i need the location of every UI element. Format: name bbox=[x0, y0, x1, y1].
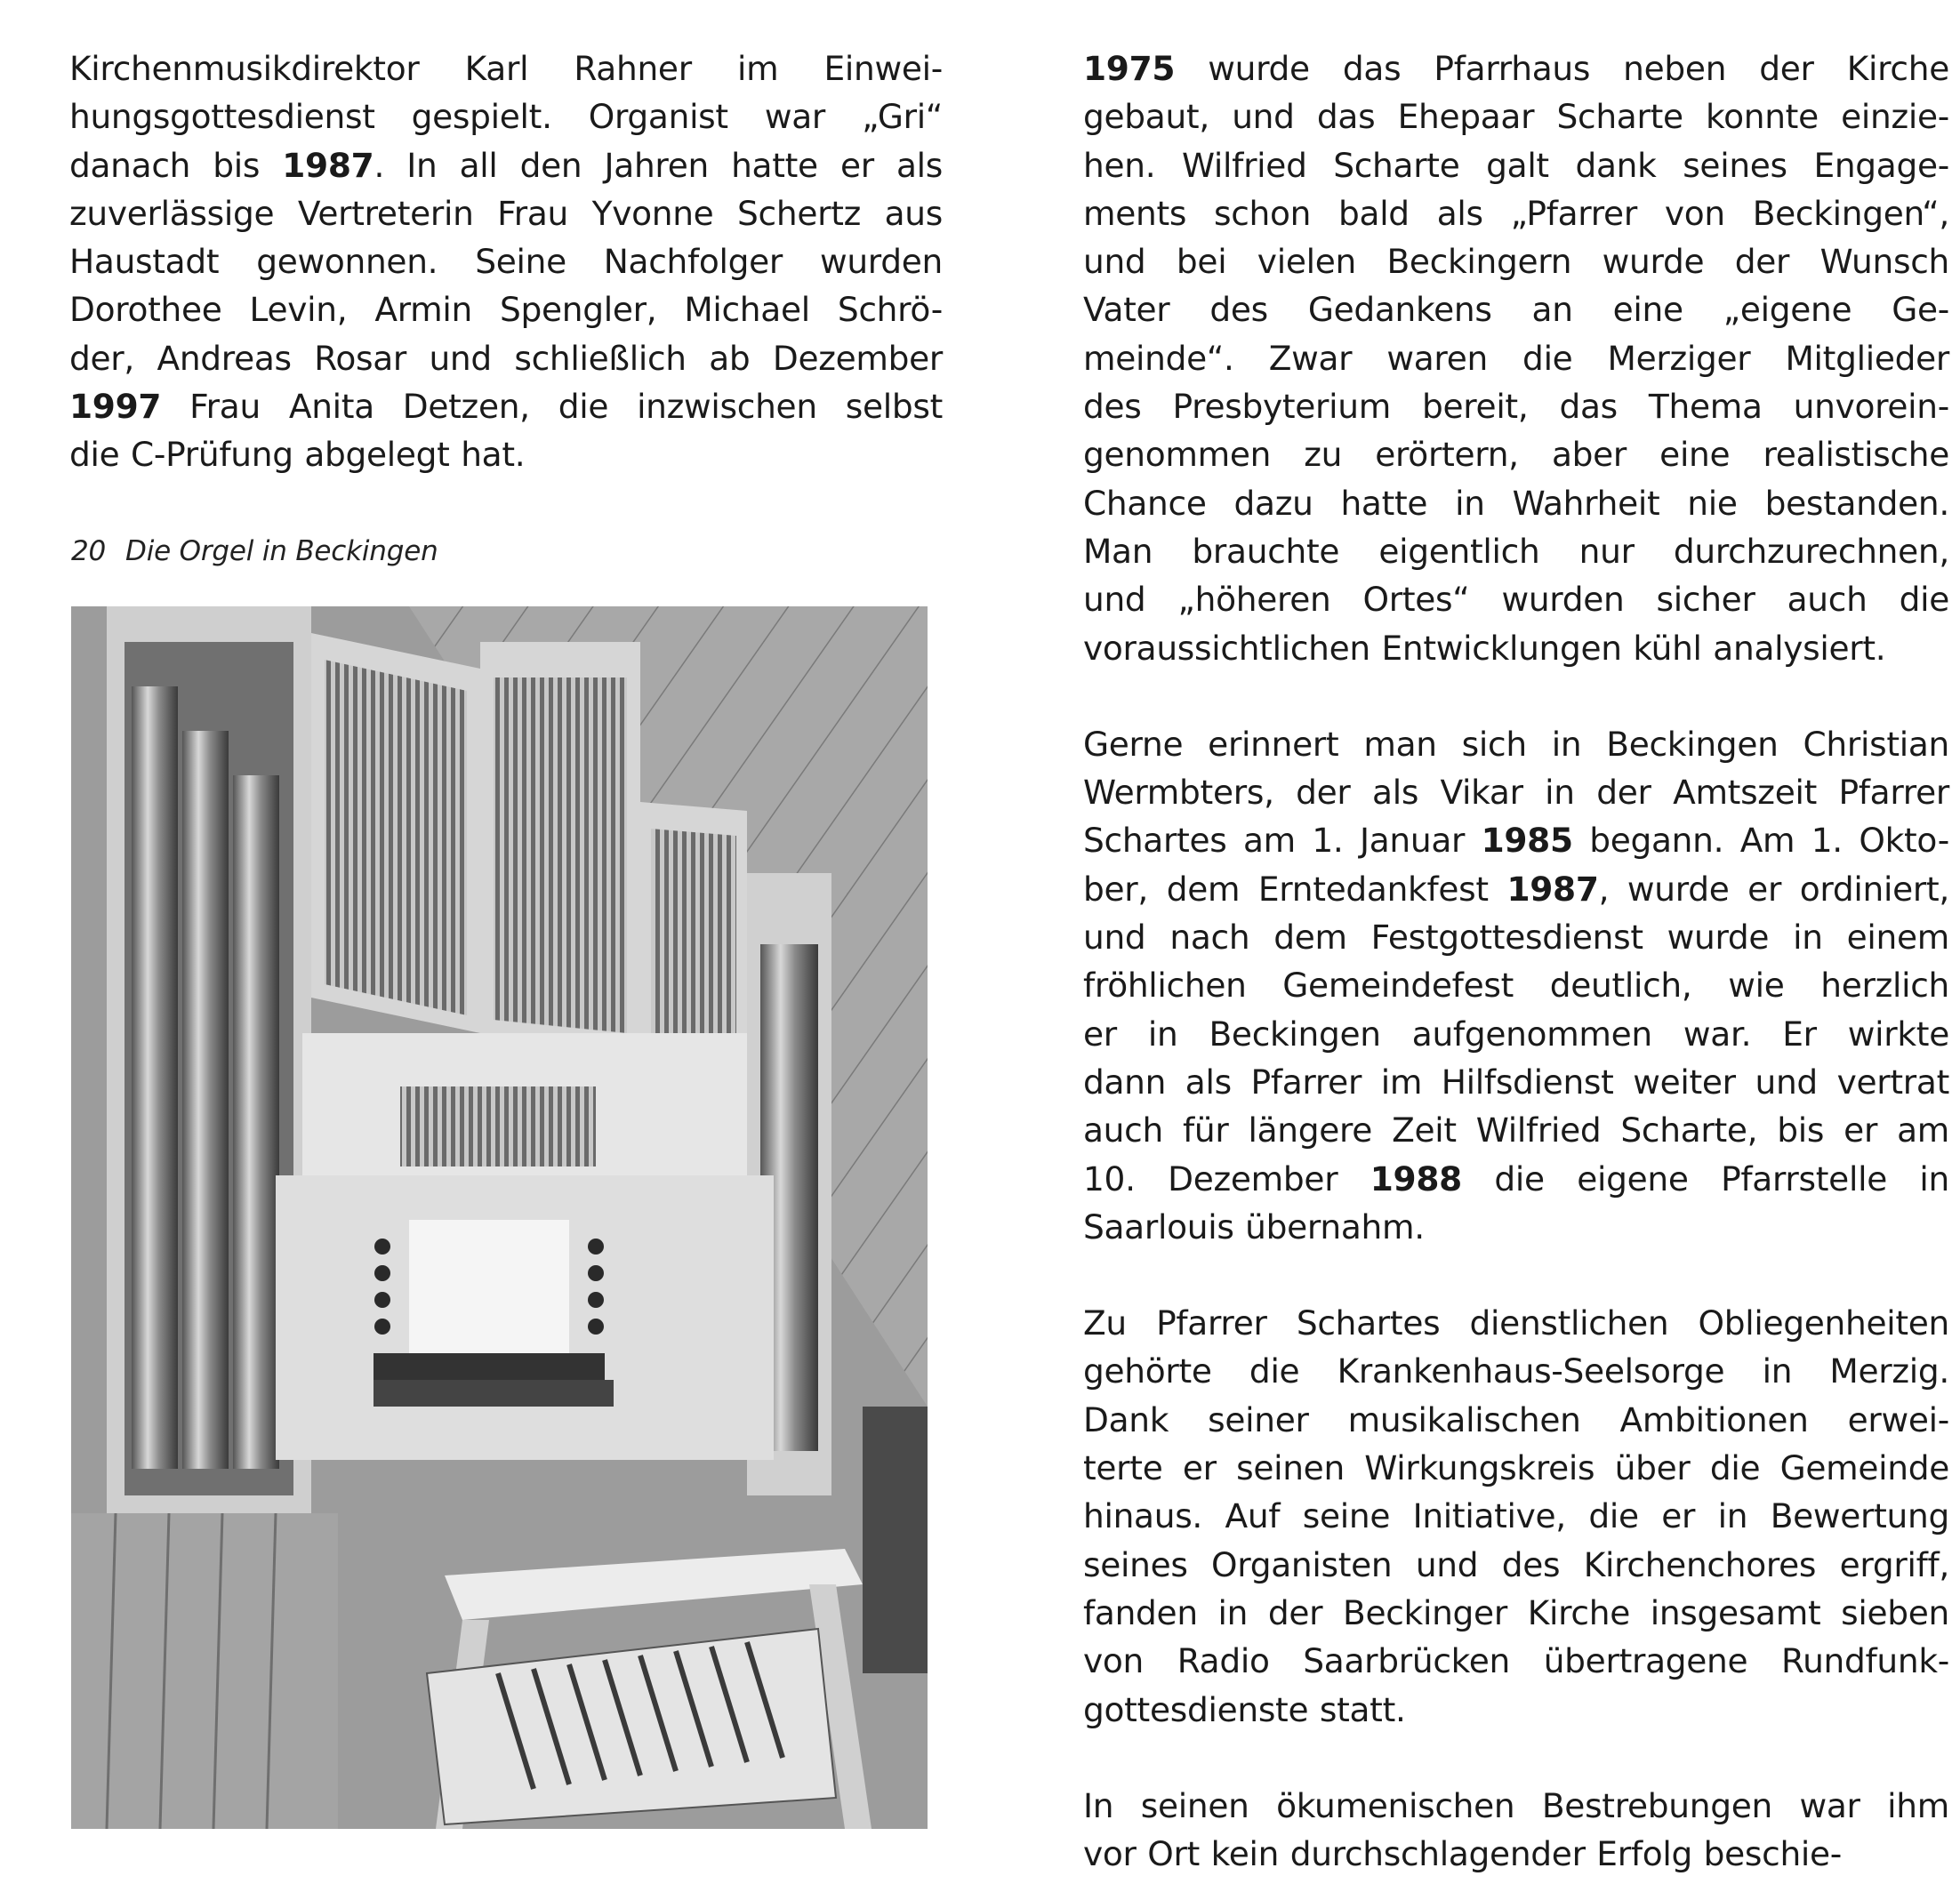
text-line bbox=[1083, 527, 1949, 575]
text-run: Dorothee Levin, Armin Spengler, Michael Schrö- bbox=[69, 290, 943, 330]
text-run: Schartes am 1. Januar bbox=[1083, 821, 1482, 861]
text-line bbox=[1083, 961, 1949, 1009]
text-line bbox=[1083, 1058, 1949, 1106]
bold-year: 1985 bbox=[1481, 821, 1573, 861]
text-run: dann als Pfarrer im Hilfsdienst weiter und vertrat bbox=[1083, 1062, 1949, 1102]
paragraph-gap bbox=[1083, 1734, 1949, 1782]
text-run: und nach dem Festgottesdienst wurde in einem bbox=[1083, 918, 1949, 958]
text-line bbox=[1083, 1589, 1949, 1637]
text-line bbox=[1083, 141, 1949, 189]
bold-year: 1997 bbox=[69, 387, 162, 427]
text-line bbox=[1083, 334, 1949, 382]
text-line bbox=[69, 44, 943, 92]
text-run: Wermbters, der als Vikar in der Amtszeit Pfarrer bbox=[1083, 773, 1949, 813]
text-run: terte er seinen Wirkungskreis über die Gemeinde bbox=[1083, 1448, 1949, 1488]
text-run: gebaut, und das Ehepaar Scharte konnte einzie- bbox=[1083, 97, 1949, 137]
text-line bbox=[1083, 1782, 1949, 1830]
text-line bbox=[1083, 913, 1949, 961]
text-run: gottesdienste statt. bbox=[1083, 1689, 1406, 1729]
paragraph bbox=[69, 44, 943, 479]
text-run: die eigene Pfarrstelle in bbox=[1461, 1158, 1949, 1199]
text-line bbox=[1083, 816, 1949, 864]
text-run: und „höheren Ortes“ wurden sicher auch die bbox=[1083, 580, 1949, 620]
paragraph bbox=[1083, 1299, 1949, 1734]
text-line bbox=[1083, 720, 1949, 768]
organ-illustration bbox=[71, 606, 928, 1829]
text-line bbox=[1083, 1637, 1949, 1685]
text-line bbox=[1083, 1686, 1949, 1734]
text-line bbox=[1083, 1299, 1949, 1347]
text-line bbox=[1083, 1541, 1949, 1589]
text-line bbox=[1083, 1155, 1949, 1203]
text-run: von Radio Saarbrücken übertragene Rundfunk- bbox=[1083, 1641, 1949, 1681]
bold-year: 1988 bbox=[1370, 1158, 1462, 1199]
text-line bbox=[69, 237, 943, 285]
text-run: ments schon bald als „Pfarrer von Beckingen“, bbox=[1083, 193, 1949, 233]
text-line bbox=[1083, 237, 1949, 285]
text-run: gehörte die Krankenhaus-Seelsorge in Merzig. bbox=[1083, 1351, 1949, 1391]
text-run: In seinen ökumenischen Bestrebungen war ihm bbox=[1083, 1785, 1949, 1825]
text-run: danach bis bbox=[69, 145, 283, 185]
bold-year: 1987 bbox=[282, 145, 374, 185]
text-run: zuverlässige Vertreterin Frau Yvonne Schertz aus bbox=[69, 193, 943, 233]
figure-caption bbox=[71, 533, 438, 569]
paragraph bbox=[1083, 720, 1949, 1251]
text-line bbox=[1083, 189, 1949, 237]
text-run: voraussichtlichen Entwicklungen kühl analysiert. bbox=[1083, 628, 1886, 668]
figure-number: 20 bbox=[71, 535, 107, 567]
text-line bbox=[1083, 1396, 1949, 1444]
text-run: Frau Anita Detzen, die inzwischen selbst bbox=[161, 387, 943, 427]
paragraph-gap bbox=[1083, 1251, 1949, 1299]
text-run: und bei vielen Beckingern wurde der Wunsch bbox=[1083, 242, 1949, 282]
text-run: genommen zu erörtern, aber eine realistische bbox=[1083, 435, 1949, 475]
text-line bbox=[1083, 575, 1949, 623]
paragraph bbox=[1083, 44, 1949, 672]
text-line bbox=[1083, 1444, 1949, 1492]
text-line bbox=[1083, 768, 1949, 816]
right-column bbox=[1083, 44, 1949, 1878]
paragraph bbox=[1083, 1782, 1949, 1879]
text-line bbox=[1083, 479, 1949, 527]
text-run: fanden in der Beckinger Kirche insgesamt sieben bbox=[1083, 1592, 1949, 1632]
text-line bbox=[69, 285, 943, 333]
text-line bbox=[69, 382, 943, 430]
text-line bbox=[69, 430, 943, 478]
text-run: Dank seiner musikalischen Ambitionen erwei- bbox=[1083, 1399, 1949, 1439]
text-run: ber, dem Erntedankfest bbox=[1083, 869, 1507, 909]
organ-photo bbox=[71, 606, 928, 1829]
text-line bbox=[1083, 865, 1949, 913]
text-line bbox=[1083, 92, 1949, 140]
text-line bbox=[69, 92, 943, 140]
text-run: Kirchenmusikdirektor Karl Rahner im Einwei- bbox=[69, 49, 943, 88]
text-line bbox=[1083, 285, 1949, 333]
text-line bbox=[69, 334, 943, 382]
text-run: begann. Am 1. Okto- bbox=[1572, 821, 1949, 861]
text-run: die C-Prüfung abgelegt hat. bbox=[69, 435, 526, 475]
text-run: Zu Pfarrer Schartes dienstlichen Obliegenheiten bbox=[1083, 1303, 1949, 1343]
figure-caption-text: Die Orgel in Beckingen bbox=[125, 535, 438, 567]
text-run: fröhlichen Gemeindefest deutlich, wie herzlich bbox=[1083, 966, 1949, 1006]
text-run: Saarlouis übernahm. bbox=[1083, 1207, 1425, 1247]
text-run: er in Beckingen aufgenommen war. Er wirkte bbox=[1083, 1014, 1949, 1054]
text-run: Man brauchte eigentlich nur durchzurechnen, bbox=[1083, 531, 1949, 571]
text-run: 10. Dezember bbox=[1083, 1158, 1370, 1199]
bold-year: 1987 bbox=[1506, 869, 1599, 909]
text-run: der, Andreas Rosar und schließlich ab Dezember bbox=[69, 338, 943, 378]
text-run: , wurde er ordiniert, bbox=[1598, 869, 1949, 909]
text-line bbox=[1083, 382, 1949, 430]
text-line bbox=[1083, 44, 1949, 92]
text-run: auch für längere Zeit Wilfried Scharte, bis er am bbox=[1083, 1110, 1949, 1150]
text-run: Gerne erinnert man sich in Beckingen Christian bbox=[1083, 724, 1949, 764]
text-run: Chance dazu hatte in Wahrheit nie bestanden. bbox=[1083, 483, 1949, 523]
manual-lower bbox=[374, 1380, 614, 1407]
text-run: Haustadt gewonnen. Seine Nachfolger wurden bbox=[69, 242, 943, 282]
text-line bbox=[69, 189, 943, 237]
left-column bbox=[69, 44, 943, 479]
bold-year: 1975 bbox=[1083, 49, 1176, 88]
text-line bbox=[1083, 624, 1949, 672]
text-run: des Presbyterium bereit, das Thema unvorein- bbox=[1083, 387, 1949, 427]
chairs-background bbox=[863, 1407, 928, 1673]
text-line bbox=[1083, 430, 1949, 478]
text-run: meinde“. Zwar waren die Merziger Mitglieder bbox=[1083, 338, 1949, 378]
text-line bbox=[1083, 1347, 1949, 1395]
text-line bbox=[1083, 1203, 1949, 1251]
text-run: seines Organisten und des Kirchenchores ergriff, bbox=[1083, 1544, 1949, 1584]
text-run: hen. Wilfried Scharte galt dank seines Engage- bbox=[1083, 145, 1949, 185]
text-line bbox=[1083, 1492, 1949, 1540]
text-line bbox=[1083, 1830, 1949, 1878]
left-tower-pipes bbox=[132, 686, 279, 1469]
text-run: . In all den Jahren hatte er als bbox=[374, 145, 944, 185]
text-line bbox=[1083, 1106, 1949, 1154]
text-run: hungsgottesdienst gespielt. Organist war „Gri“ bbox=[69, 97, 943, 137]
text-run: Vater des Gedankens an eine „eigene Ge- bbox=[1083, 290, 1949, 330]
text-run: wurde das Pfarrhaus neben der Kirche bbox=[1175, 49, 1949, 88]
paragraph-gap bbox=[1083, 672, 1949, 720]
manual-upper bbox=[374, 1353, 605, 1380]
text-run: vor Ort kein durchschlagender Erfolg beschie- bbox=[1083, 1834, 1843, 1874]
text-line bbox=[1083, 1010, 1949, 1058]
music-rack bbox=[409, 1220, 569, 1353]
text-line bbox=[69, 141, 943, 189]
text-run: hinaus. Auf seine Initiative, die er in Bewertung bbox=[1083, 1496, 1949, 1536]
